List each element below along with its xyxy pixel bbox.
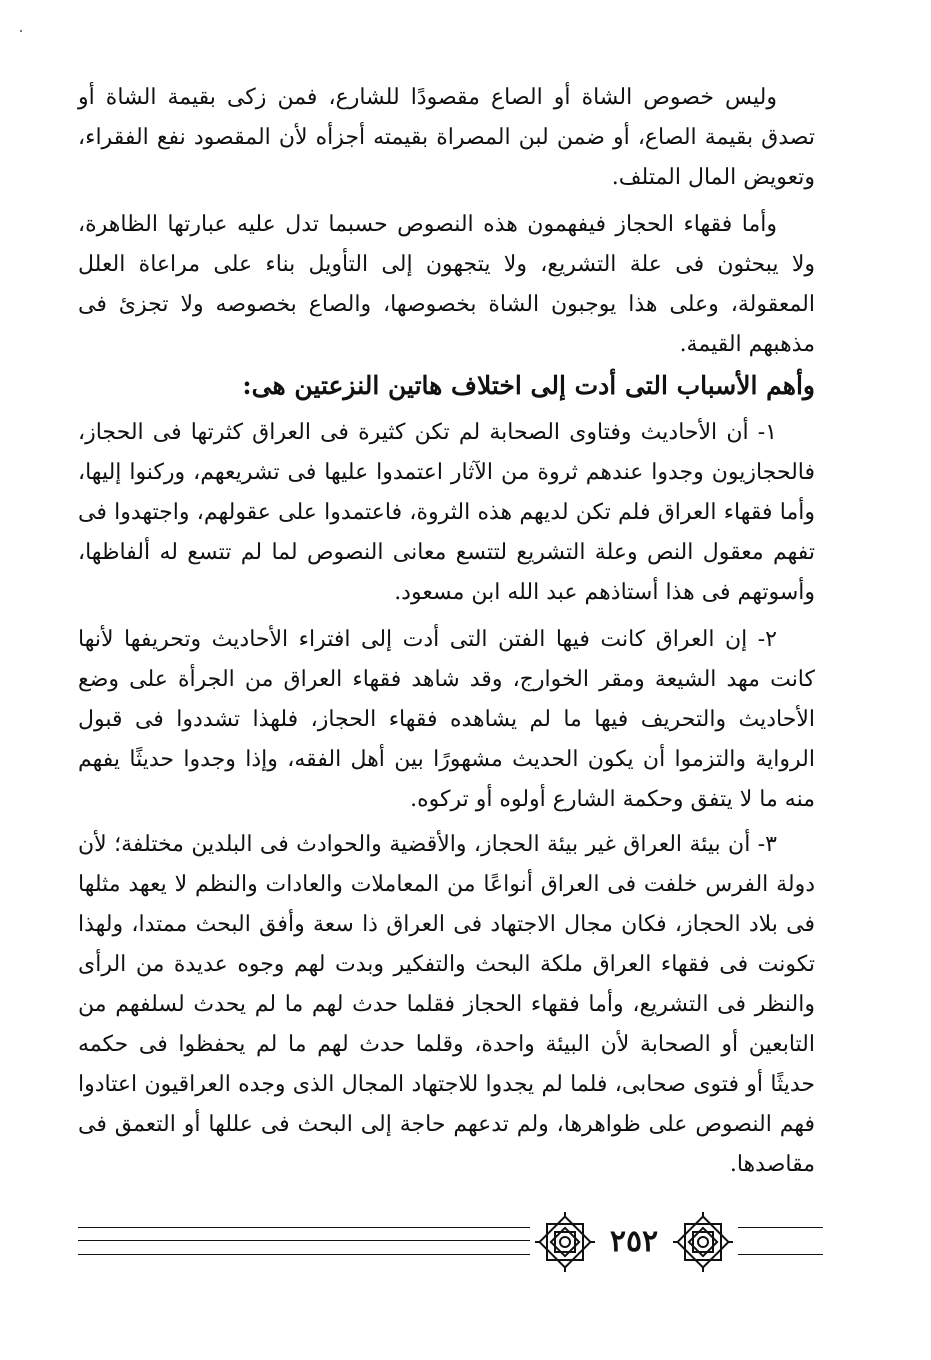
point-2: ٢- إن العراق كانت فيها الفتن التى أدت إلى افتراء الأحاديث وتحريفها لأنها كانت مهد الشيعة ومقر الخوارج، وقد شاهد فقهاء العراق من الجرأة على وضع الأحاديث والتحريف فيها ما لم يشاهده فقهاء الحجاز، فلهذا تشددوا فى قبول الرواية والتزموا أن يكون الحديث مشهورًا بين أهل الفقه، وإذا وجدوا حديثًا يفهم منه ما لا يتفق وحكمة الشارع أولوه أو تركوه. xyxy=(78,627,815,812)
page-number: ٢٥٢ xyxy=(609,1224,659,1259)
page-footer xyxy=(78,1210,823,1280)
footer-rule xyxy=(78,1240,530,1241)
star-ornament-icon xyxy=(533,1210,597,1274)
star-ornament-icon xyxy=(671,1210,735,1274)
footer-rule xyxy=(78,1254,530,1255)
section-heading: وأهم الأسباب التى أدت إلى اختلاف هاتين النزعتين هى: xyxy=(242,371,815,400)
paragraph-2: وأما فقهاء الحجاز فيفهمون هذه النصوص حسبما تدل عليه عبارتها الظاهرة، ولا يبحثون فى علة التشريع، ولا يتجهون إلى التأويل بناء على مراعاة العلل المعقولة، وعلى هذا يوجبون الشاة بخصوصها، والصاع بخصوصه ولا تجزئ فى مذهبهم القيمة. xyxy=(78,212,815,357)
point-3: ٣- أن بيئة العراق غير بيئة الحجاز، والأقضية والحوادث فى البلدين مختلفة؛ لأن دولة الفرس خلفت فى العراق أنواعًا من المعاملات والعادات والنظم لا يعهد مثلها فى بلاد الحجاز، فكان مجال الاجتهاد فى العراق ذا سعة وأفق البحث ممتدا، ولهذا تكونت فى فقهاء العراق ملكة البحث والتفكير وبدت لهم وجوه عديدة من الرأى والنظر فى التشريع، وأما فقهاء الحجاز فقلما حدث لهم ما لم يحدث لسلفهم من التابعين أو الصحابة لأن البيئة واحدة، وقلما حدث لهم ما لم يحفظوا فى حكمه حديثًا أو فتوى صحابى، فلما لم يجدوا للاجتهاد المجال الذى وجده العراقيون اعتادوا فهم النصوص على ظواهرها، ولم تدعهم حاجة إلى البحث فى عللها أو التعمق فى مقاصدها. xyxy=(78,832,815,1177)
footer-rule xyxy=(738,1254,823,1255)
footer-rule xyxy=(738,1227,823,1228)
point-1: ١- أن الأحاديث وفتاوى الصحابة لم تكن كثيرة فى العراق كثرتها فى الحجاز، فالحجازيون وجدوا عندهم ثروة من الآثار اعتمدوا عليها فى تشريعهم، وركنوا إليها، وأما فقهاء العراق فلم تكن لديهم هذه الثروة، فاعتمدوا على عقولهم، واجتهدوا فى تفهم معقول النص وعلة التشريع لتتسع معانى النصوص لما لم تتسع له ألفاظها، وأسوتهم فى هذا أستاذهم عبد الله ابن مسعود. xyxy=(78,420,815,605)
scan-speck xyxy=(20,30,22,32)
paragraph-1: وليس خصوص الشاة أو الصاع مقصودًا للشارع، فمن زكى بقيمة الشاة أو تصدق بقيمة الصاع، أو ضمن لبن المصراة بقيمته أجزأه لأن المقصود نفع الفقراء، وتعويض المال المتلف. xyxy=(78,85,815,190)
footer-rule xyxy=(78,1227,530,1228)
